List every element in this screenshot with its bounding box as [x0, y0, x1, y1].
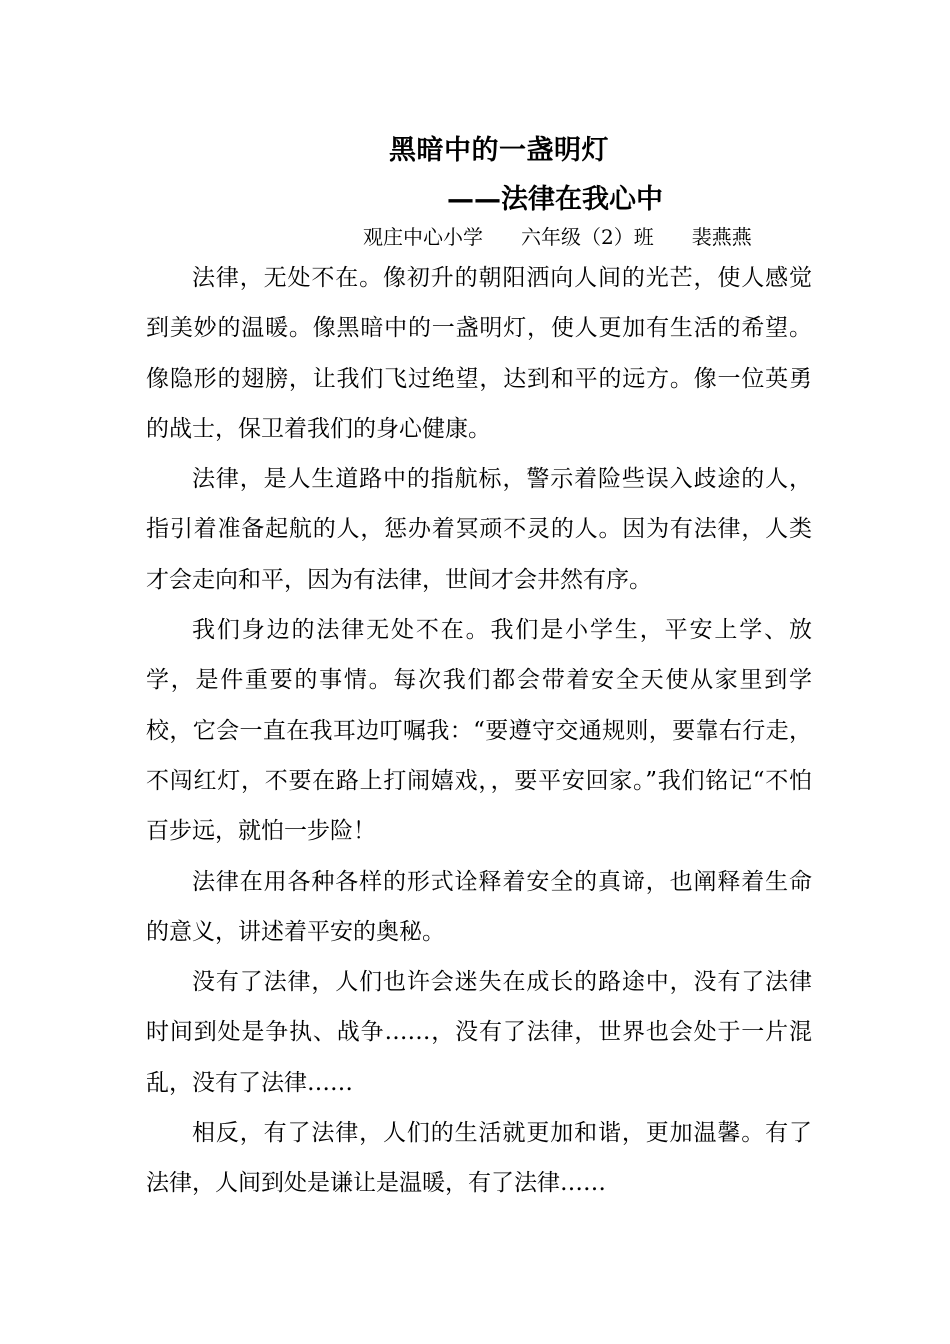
paragraph-1: 法律，无处不在。像初升的朝阳洒向人间的光芒，使人感觉到美妙的温暖。像黑暗中的一盏明灯，使人更加有生活的希望。像隐形的翅膀，让我们飞过绝望，达到和平的远方。像一位英勇的战士，保卫着我们的身心健康。 [146, 265, 812, 442]
byline [363, 222, 752, 252]
paragraph-2: 法律，是人生道路中的指航标，警示着险些误入歧途的人，指引着准备起航的人，惩办着冥顽不灵的人。因为有法律，人类才会走向和平，因为有法律，世间才会井然有序。 [146, 466, 812, 593]
paragraph-5: 没有了法律，人们也许会迷失在成长的路途中，没有了法律时间到处是争执、战争……，没有了法律，世界也会处于一片混乱，没有了法律…… [146, 969, 812, 1096]
paragraph-6: 相反，有了法律，人们的生活就更加和谐，更加温馨。有了法律，人间到处是谦让是温暖，有了法律…… [146, 1120, 812, 1197]
document-title: 黑暗中的一盏明灯 [389, 135, 609, 166]
essay-body [146, 253, 812, 1209]
paragraph-4: 法律在用各种各样的形式诠释着安全的真谛，也阐释着生命的意义，讲述着平安的奥秘。 [146, 868, 812, 945]
byline-school: 观庄中心小学 [363, 225, 483, 249]
document-subtitle: ——法律在我心中 [447, 184, 663, 215]
byline-author: 裴燕燕 [691, 225, 752, 249]
paragraph-3: 我们身边的法律无处不在。我们是小学生，平安上学、放学，是件重要的事情。每次我们都会带着安全天使从家里到学校，它会一直在我耳边叮嘱我：“要遵守交通规则，要靠右行走，不闯红灯，不要在路上打闹嬉戏，，要平安回家。”我们铭记“不怕百步远，就怕一步险！ [146, 617, 812, 845]
byline-class: 六年级（2）班 [521, 225, 654, 249]
